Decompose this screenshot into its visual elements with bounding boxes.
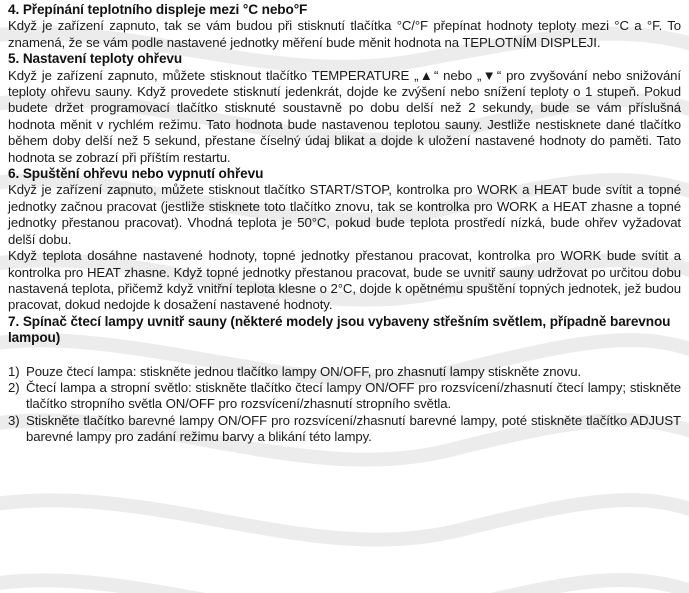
section-7-heading: 7. Spínač čtecí lampy uvnitř sauny (některé modely jsou vybaveny střešním světlem, případně barevnou lampou)	[8, 313, 671, 346]
section-5-heading: 5. Nastavení teploty ohřevu	[8, 51, 183, 67]
section-7-gap	[8, 347, 681, 364]
list-item-text: Pouze čtecí lampa: stiskněte jednou tlačítko lampy ON/OFF, pro zhasnutí lampy stiskněte znovu.	[26, 363, 581, 379]
list-item-text: Stiskněte tlačítko barevné lampy ON/OFF pro rozsvícení/zhasnutí barevné lampy, poté stiskněte tlačítko ADJUST barevné lampy pro zadání režimu barvy a blikání této lampy.	[26, 412, 681, 445]
list-item-number: 3)	[8, 412, 20, 428]
list-item	[8, 364, 681, 380]
section-4-paragraph-1: Když je zařízení zapnuto, tak se vám budou při stisknutí tlačítka °C/°F přepínat hodnoty teploty mezi °C a °F. To znamená, že se vám podle nastavené jednotky měření bude měnit hodnota na TEPLOTNÍM DISPLEJI.	[8, 18, 681, 50]
section-6-heading: 6. Spuštění ohřevu nebo vypnutí ohřevu	[8, 166, 264, 182]
section-5-paragraph-1: Když je zařízení zapnuto, můžete stisknout tlačítko TEMPERATURE „▲“ nebo „▼“ pro zvyšování nebo snižování teploty ohřevu sauny. Když provedete stisknutí jedenkrát, dojde ke zvýšení nebo snížení teploty o 1 stupeň. Pokud budete držet programovací tlačítko stisknuté soustavně po dobu delší než 2 sekundy, bude se vám příslušná hodnota měnit v rychlém režimu. Tato hodnota bude nastavenou teplotou sauny. Jestliže nestisknete dané tlačítko během doby delší než 5 sekund, přestane číselný údaj blikat a dojde k uložení nastavené hodnoty do paměti. Tato hodnota se zobrazí při příštím restartu.	[8, 67, 681, 165]
section-7-steps-list	[8, 364, 681, 446]
list-item-number: 2)	[8, 379, 20, 395]
list-item-text: Čtecí lampa a stropní světlo: stiskněte tlačítko čtecí lampy ON/OFF pro rozsvícení/zhasnutí čtecí lampy; stiskněte tlačítko stropního světla ON/OFF pro rozsvícení/zhasnutí stropního světla.	[26, 379, 681, 412]
list-item-number: 1)	[8, 363, 20, 379]
section-4-heading: 4. Přepínání teplotního displeje mezi °C nebo°F	[8, 2, 308, 17]
section-6-paragraph-2: Když teplota dosáhne nastavené hodnoty, topné jednotky přestanou pracovat, kontrolka pro WORK bude svítit a kontrolka pro HEAT zhasne. Když topné jednotky přestanou pracovat, bude se uvnitř sauny udržovat po určitou dobu nastavená teplota, přičemž když vnitřní teplota klesne o 2°C, dojde k opětnému spuštění topných jednotek, jež budou pracovat, dokud nedojde k dosažení nastavené hodnoty.	[8, 248, 681, 313]
section-6-paragraph-1: Když je zařízení zapnuto, můžete stisknout tlačítko START/STOP, kontrolka pro WORK a HEAT bude svítit a topné jednotky začnou pracovat (jestliže stisknete toto tlačítko znovu, tak se kontrolka pro WORK a HEAT zhasne a topné jednotky přestanou pracovat). Vhodná teplota je 50°C, pokud bude teplota prostředí nízká, bude ohřev vyžadovat delší dobu.	[8, 182, 681, 247]
list-item	[8, 380, 681, 413]
list-item	[8, 413, 681, 446]
